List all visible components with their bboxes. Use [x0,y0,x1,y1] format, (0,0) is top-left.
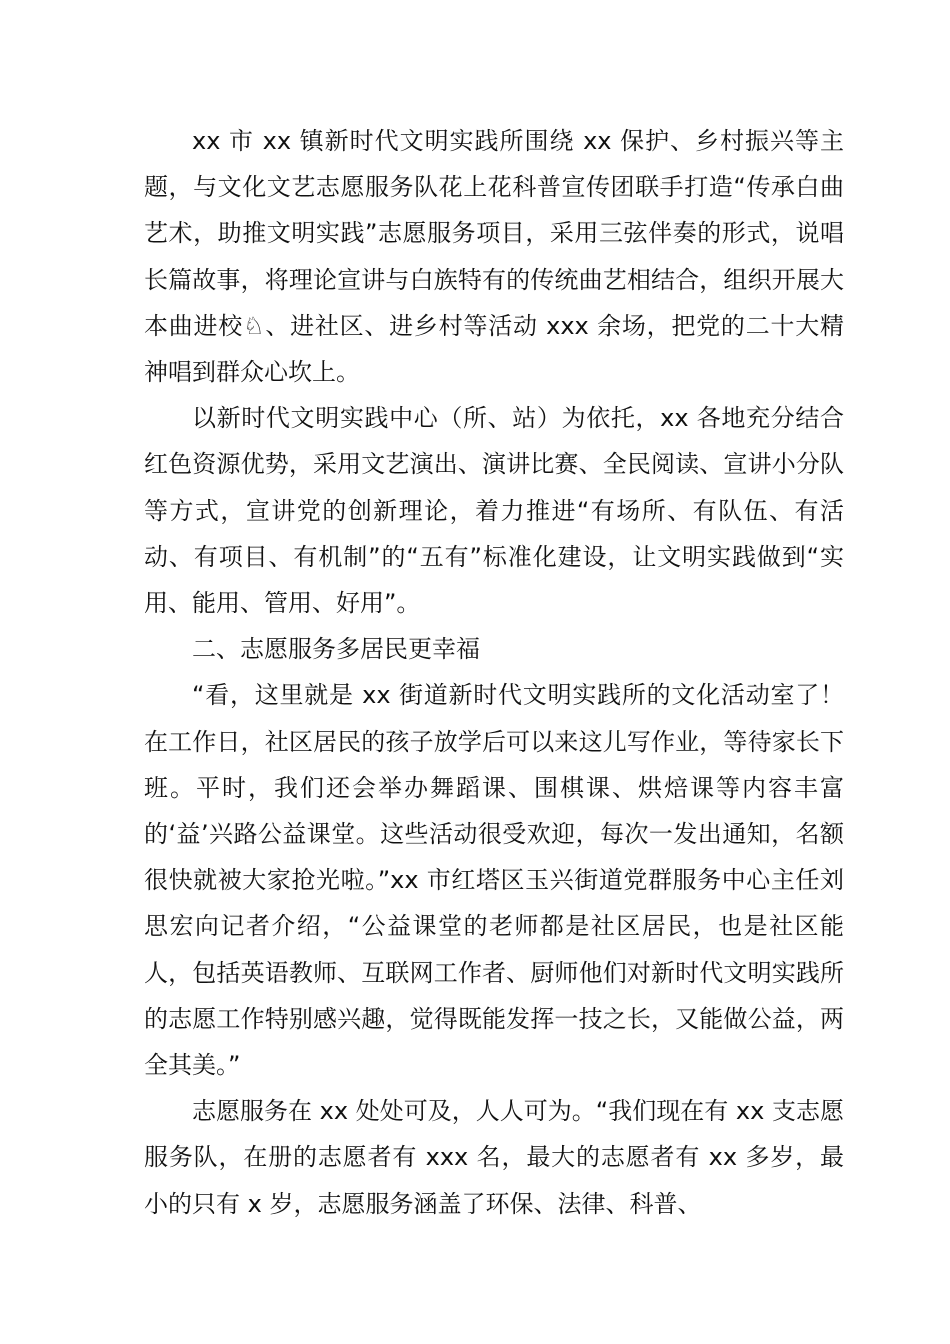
paragraph-4: 志愿服务在 xx 处处可及，人人可为。“我们现在有 xx 支志愿服务队，在册的志愿者有 xxx 名，最大的志愿者有 xx 多岁，最小的只有 x 岁，志愿服务涵盖了环保、法律、科普、 [144,1097,844,1218]
paragraph-3: “看，这里就是 xx 街道新时代文明实践所的文化活动室了！在工作日，社区居民的孩子放学后可以来这儿写作业，等待家长下班。平时，我们还会举办舞蹈课、围棋课、烘焙课等内容丰富的‘益’兴路公益课堂。这些活动很受欢迎，每次一发出通知，名额很快就被大家抢光啦。”xx 市红塔区玉兴街道党群服务中心主任刘思宏向记者介绍，“公益课堂的老师都是社区居民，也是社区能人，包括英语教师、互联网工作者、厨师他们对新时代文明实践所的志愿工作特别感兴趣，觉得既能发挥一技之长，又能做公益，两全其美。” [144,681,844,1080]
paragraph-1: xx 市 xx 镇新时代文明实践所围绕 xx 保护、乡村振兴等主题，与文化文艺志愿服务队花上花科普宣传团联手打造“传承白曲艺术，助推文明实践”志愿服务项目，采用三弦伴奏的形式，说唱长篇故事，将理论宣讲与白族特有的传统曲艺相结合，组织开展大本曲进校♘、进社区、进乡村等活动 xxx 余场，把党的二十大精神唱到群众心坎上。 [144,127,844,387]
document-body [144,118,844,1227]
section-heading: 二、志愿服务多居民更幸福 [192,635,480,664]
paragraph-2: 以新时代文明实践中心（所、站）为依托，xx 各地充分结合红色资源优势，采用文艺演出、演讲比赛、全民阅读、宣讲小分队等方式，宣讲党的创新理论，着力推进“有场所、有队伍、有活动、有项目、有机制”的“五有”标准化建设，让文明实践做到“实用、能用、管用、好用”。 [144,404,844,618]
